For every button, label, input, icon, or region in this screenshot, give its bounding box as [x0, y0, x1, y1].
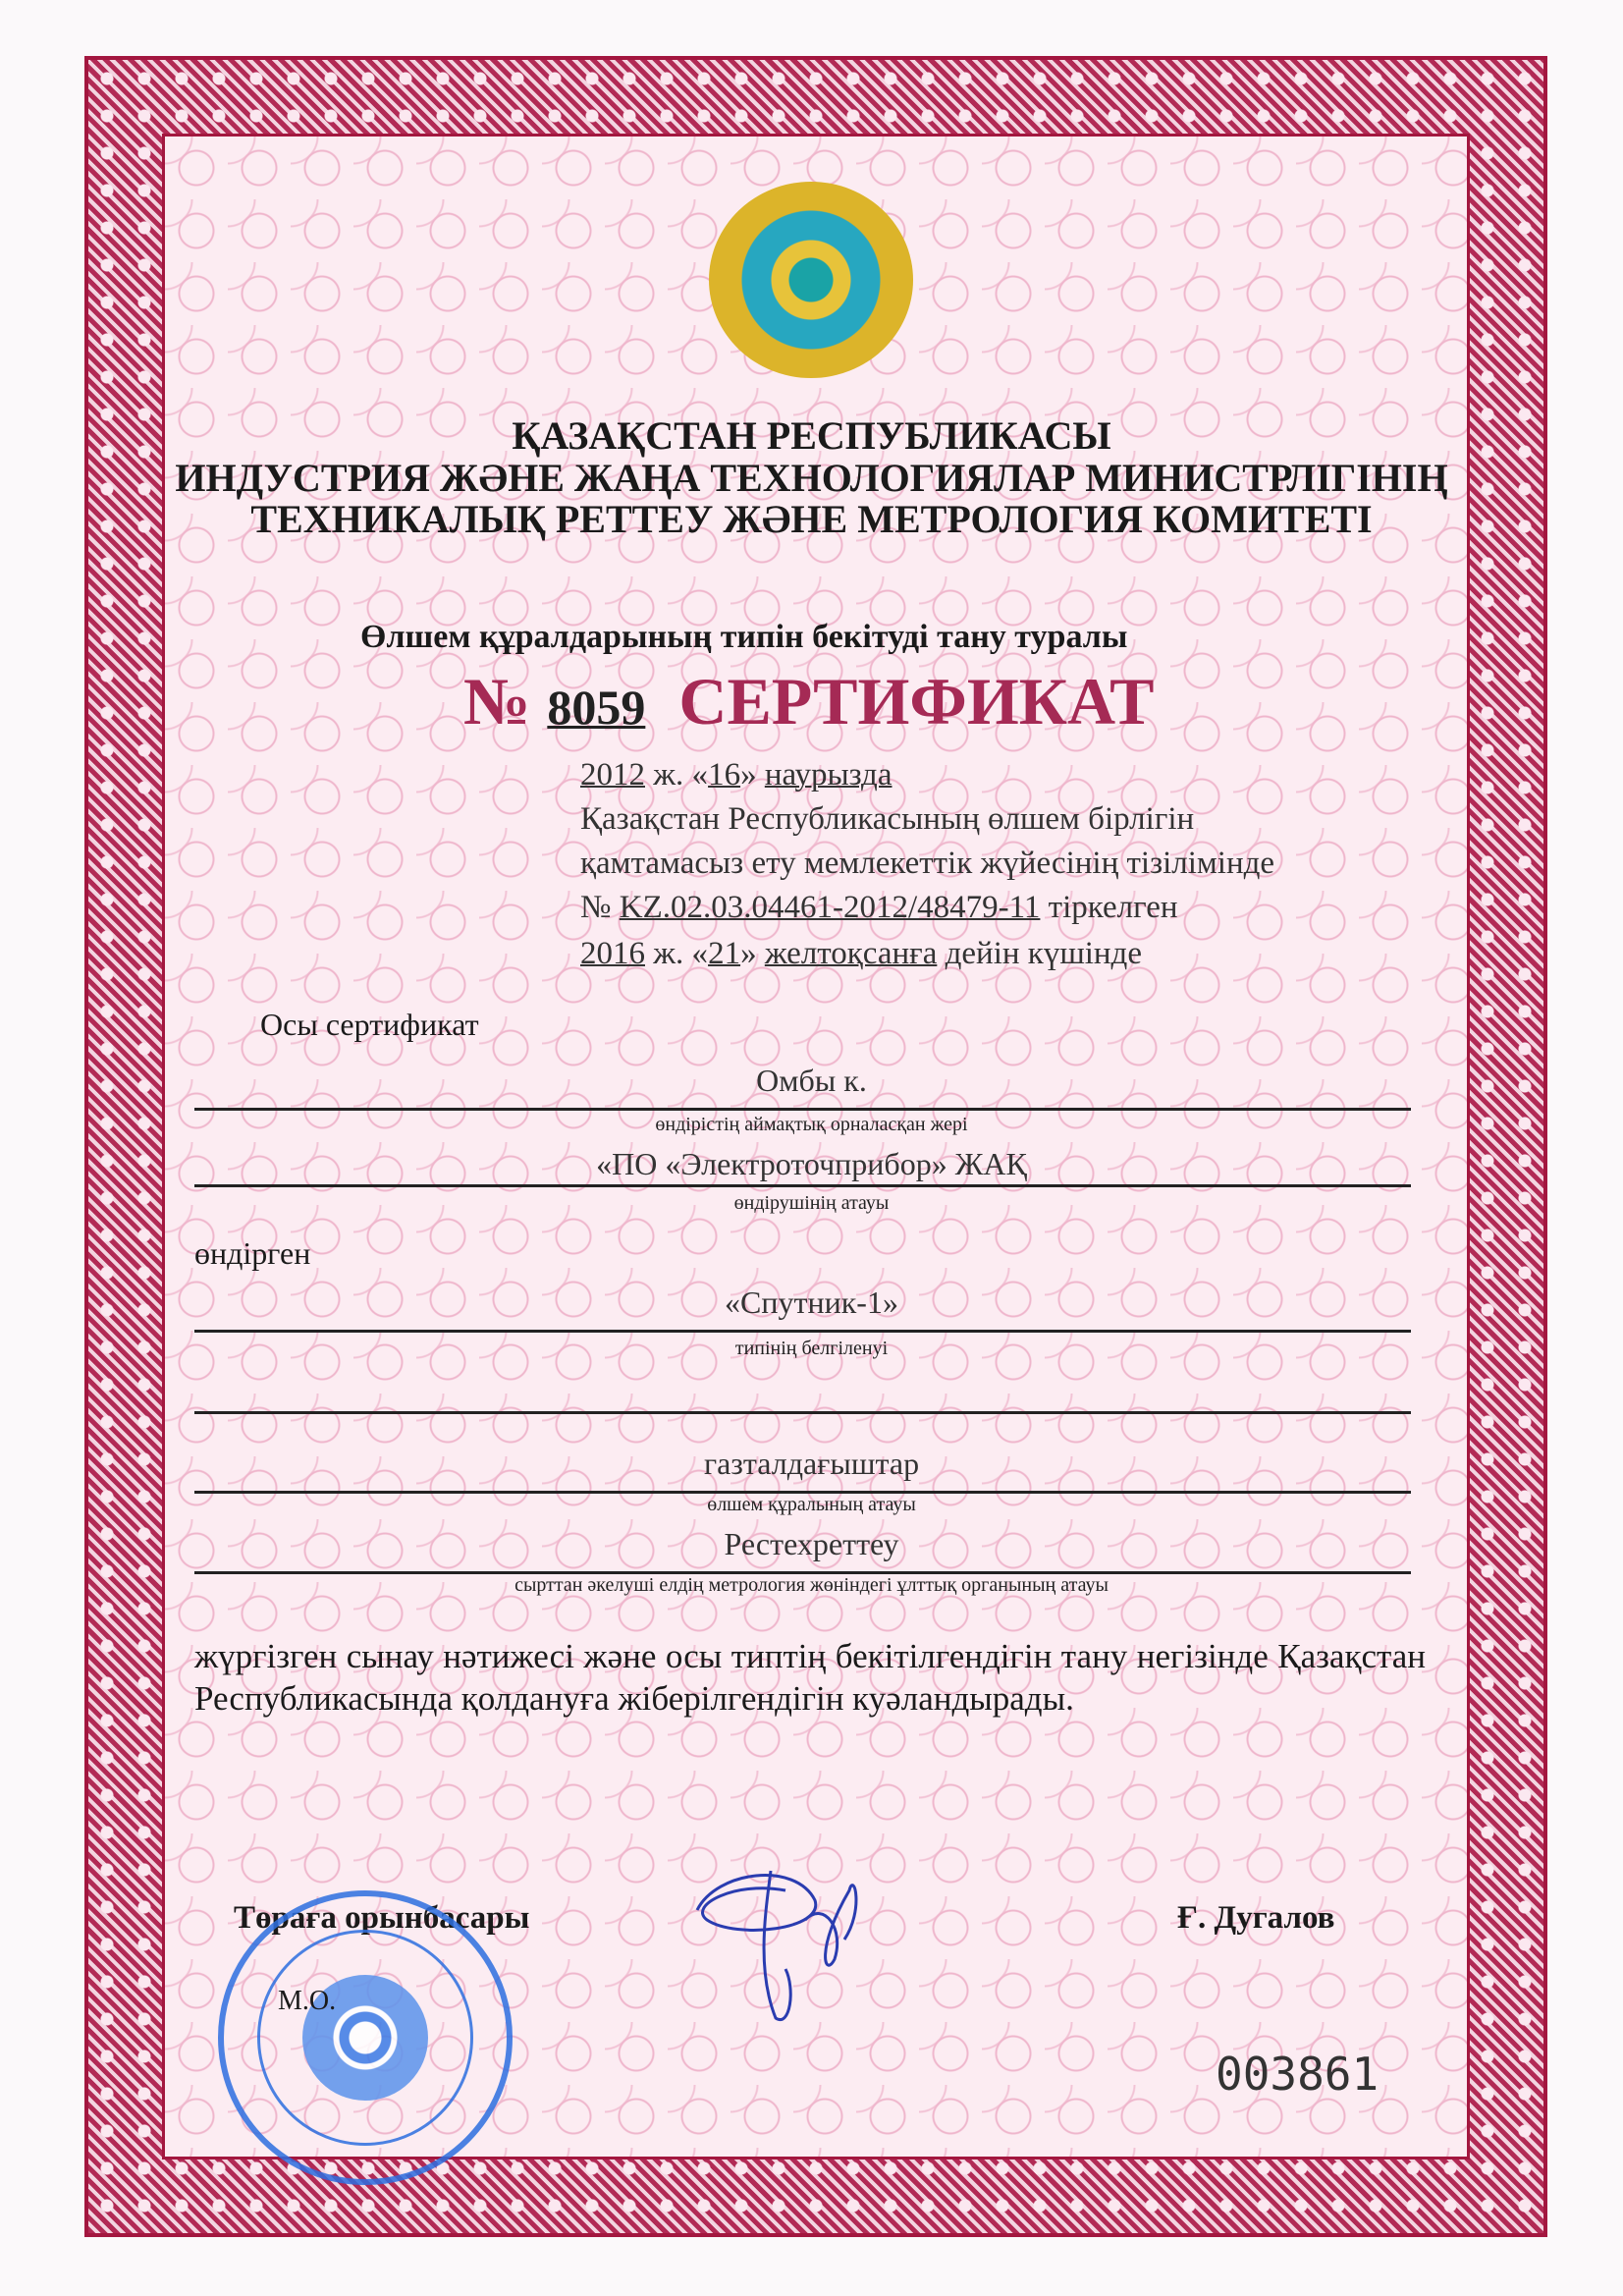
sep: » [740, 757, 765, 793]
national-body-label: сырттан әкелуші елдің метрология жөніндегі ұлттық органының атауы [514, 1574, 1109, 1596]
title-text: СЕРТИФИКАТ [678, 664, 1155, 738]
produced-text: өндірген [194, 1235, 311, 1271]
national-body-value: Рестехреттеу [724, 1526, 899, 1561]
valid-year: 2016 [580, 936, 645, 971]
intro-text: Осы сертификат [260, 1007, 479, 1042]
registration-number [580, 892, 1178, 924]
certificate-subtitle: Өлшем құралдарының типін бекітуді тану туралы [360, 619, 1128, 655]
header-line-2: ИНДУСТРИЯ ЖӘНЕ ЖАҢА ТЕХНОЛОГИЯЛАР МИНИСТРЛІГІНІҢ [175, 456, 1448, 500]
location-label: өндірістің аймақтық орналасқан жері [655, 1114, 968, 1135]
official-seal [218, 1890, 513, 2185]
header-line-1: ҚАЗАҚСТАН РЕСПУБЛИКАСЫ [512, 413, 1111, 458]
reg-number: KZ.02.03.04461-2012/48479-11 [619, 890, 1041, 925]
issue-day: 16 [708, 757, 741, 793]
issue-month: наурызда [764, 757, 893, 793]
manufacturer-label: өндірушінің атауы [733, 1192, 890, 1214]
divider [194, 1411, 1411, 1414]
sep: ж. « [645, 757, 709, 793]
registry-line-3: қамтамасыз ету мемлекеттік жүйесінің тізілімінде [580, 846, 1275, 881]
certificate-number: 8059 [547, 680, 646, 735]
sep: дейін күшінде [937, 936, 1142, 971]
divider [194, 1108, 1411, 1111]
registry-line-2: Қазақстан Республикасының өлшем бірлігін [580, 801, 1195, 837]
valid-month: желтоқсанға [764, 936, 938, 971]
number-sign: № [463, 664, 531, 738]
manufacturer-value: «ПО «Электроточприбор» ЖАҚ [596, 1146, 1027, 1181]
instrument-label: өлшем құралының атауы [707, 1494, 916, 1515]
divider [194, 1330, 1411, 1333]
sep: тіркелген [1040, 890, 1178, 925]
sep: ж. « [645, 936, 709, 971]
signatory-name: Ғ. Дугалов [1177, 1900, 1335, 1936]
signatory-position: Төраға орынбасары [234, 1900, 530, 1936]
issue-year: 2012 [580, 757, 645, 793]
issue-date [580, 759, 893, 792]
valid-until [580, 938, 1142, 970]
type-value: «Спутник-1» [725, 1285, 898, 1320]
certification-paragraph: жүргізген сынау нәтижесі және осы типтің бекітілгендігін тану негізінде Қазақстан Республикасында қолдануға жіберілгендігін куәландырады. [194, 1637, 1426, 1718]
certificate-title [463, 664, 1155, 738]
serial-number: 003861 [1216, 2048, 1380, 2101]
instrument-value: газталдағыштар [703, 1446, 920, 1481]
location-value: Омбы к. [756, 1063, 867, 1098]
signature [677, 1851, 893, 2033]
seal-label: М.О. [278, 1986, 337, 2016]
divider [194, 1184, 1411, 1187]
valid-day: 21 [708, 936, 741, 971]
sep: » [740, 936, 765, 971]
type-label: типінің белгіленуі [734, 1338, 889, 1359]
sep: № [580, 890, 620, 925]
header-line-3: ТЕХНИКАЛЫҚ РЕТТЕУ ЖӘНЕ МЕТРОЛОГИЯ КОМИТЕТІ [250, 497, 1373, 541]
state-emblem [709, 182, 913, 378]
